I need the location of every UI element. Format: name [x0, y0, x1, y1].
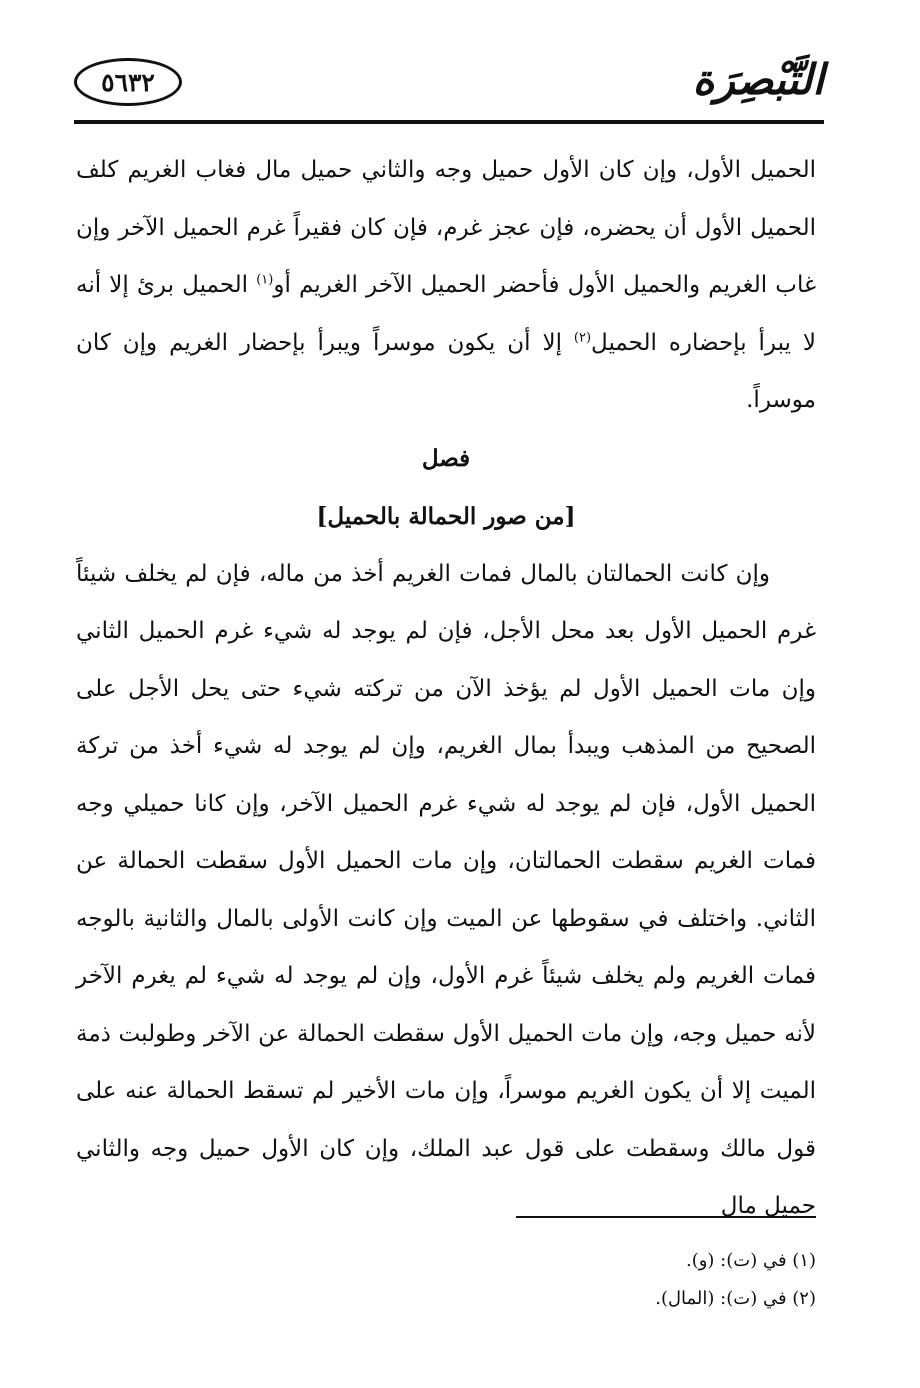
footnote-2: (٢) في (ت): (المال).	[655, 1288, 816, 1309]
footnote-divider	[516, 1216, 816, 1218]
paragraph-continuation	[76, 142, 816, 430]
paragraph-text: الحميل الأول، وإن كان الأول حميل وجه والثاني حميل مال فغاب الغريم كلف الحميل الأول أن يحضره، فإن عجز غرم، فإن كان فقيراً غرم الحميل الآخر وإن غاب الغريم والحميل الأول فأحضر الحميل الآخر الغريم أو	[76, 157, 816, 298]
section-subheading: [من صور الحمالة بالحميل]	[316, 502, 576, 530]
page-number: ٥٦٣٢	[74, 58, 182, 106]
footnote-1: (١) في (ت): (و).	[685, 1250, 816, 1271]
main-text	[76, 142, 816, 1236]
book-title: التَّبْصِرَة	[692, 55, 824, 104]
paragraph-text: الحميل برئ إلا أنه لا يبرأ بإحضاره الحميل	[76, 272, 816, 356]
paragraph-text: إلا أن يكون موسراً ويبرأ بإحضار الغريم وإن كان موسراً.	[76, 329, 816, 413]
footnotes	[116, 1242, 816, 1318]
footnote-ref-1: (١)	[256, 272, 274, 288]
section-heading: فصل	[421, 444, 471, 472]
header-rule	[74, 120, 824, 124]
paragraph-main: وإن كانت الحمالتان بالمال فمات الغريم أخذ من ماله، فإن لم يخلف شيئاً غرم الحميل الأول بعد محل الأجل، فإن لم يوجد له شيء غرم الحميل الثاني وإن مات الحميل الأول لم يؤخذ الآن من تركته شيء حتى يحل الأجل على الصحيح من المذهب ويبدأ بمال الغريم، وإن لم يوجد له شيء أخذ من تركة الحميل الأول، فإن لم يوجد له شيء غرم الحميل الآخر، وإن كانا حميلي وجه فمات الغريم سقطت الحمالتان، وإن مات الحميل الأول سقطت الحمالة عن الثاني. واختلف في سقوطها عن الميت وإن كانت الأولى بالمال والثانية بالوجه فمات الغريم ولم يخلف شيئاً غرم الأول، وإن لم يوجد له شيء لم يغرم الآخر لأنه حميل وجه، وإن مات الحميل الأول سقطت الحمالة عن الآخر وطولبت ذمة الميت إلا أن يكون الغريم موسراً، وإن مات الأخير لم تسقط الحمالة عنه على قول مالك وسقطت على قول عبد الملك، وإن كان الأول حميل وجه والثاني حميل مال	[76, 560, 817, 1219]
footnote-ref-2: (٢)	[573, 329, 592, 345]
page-header	[74, 52, 824, 124]
